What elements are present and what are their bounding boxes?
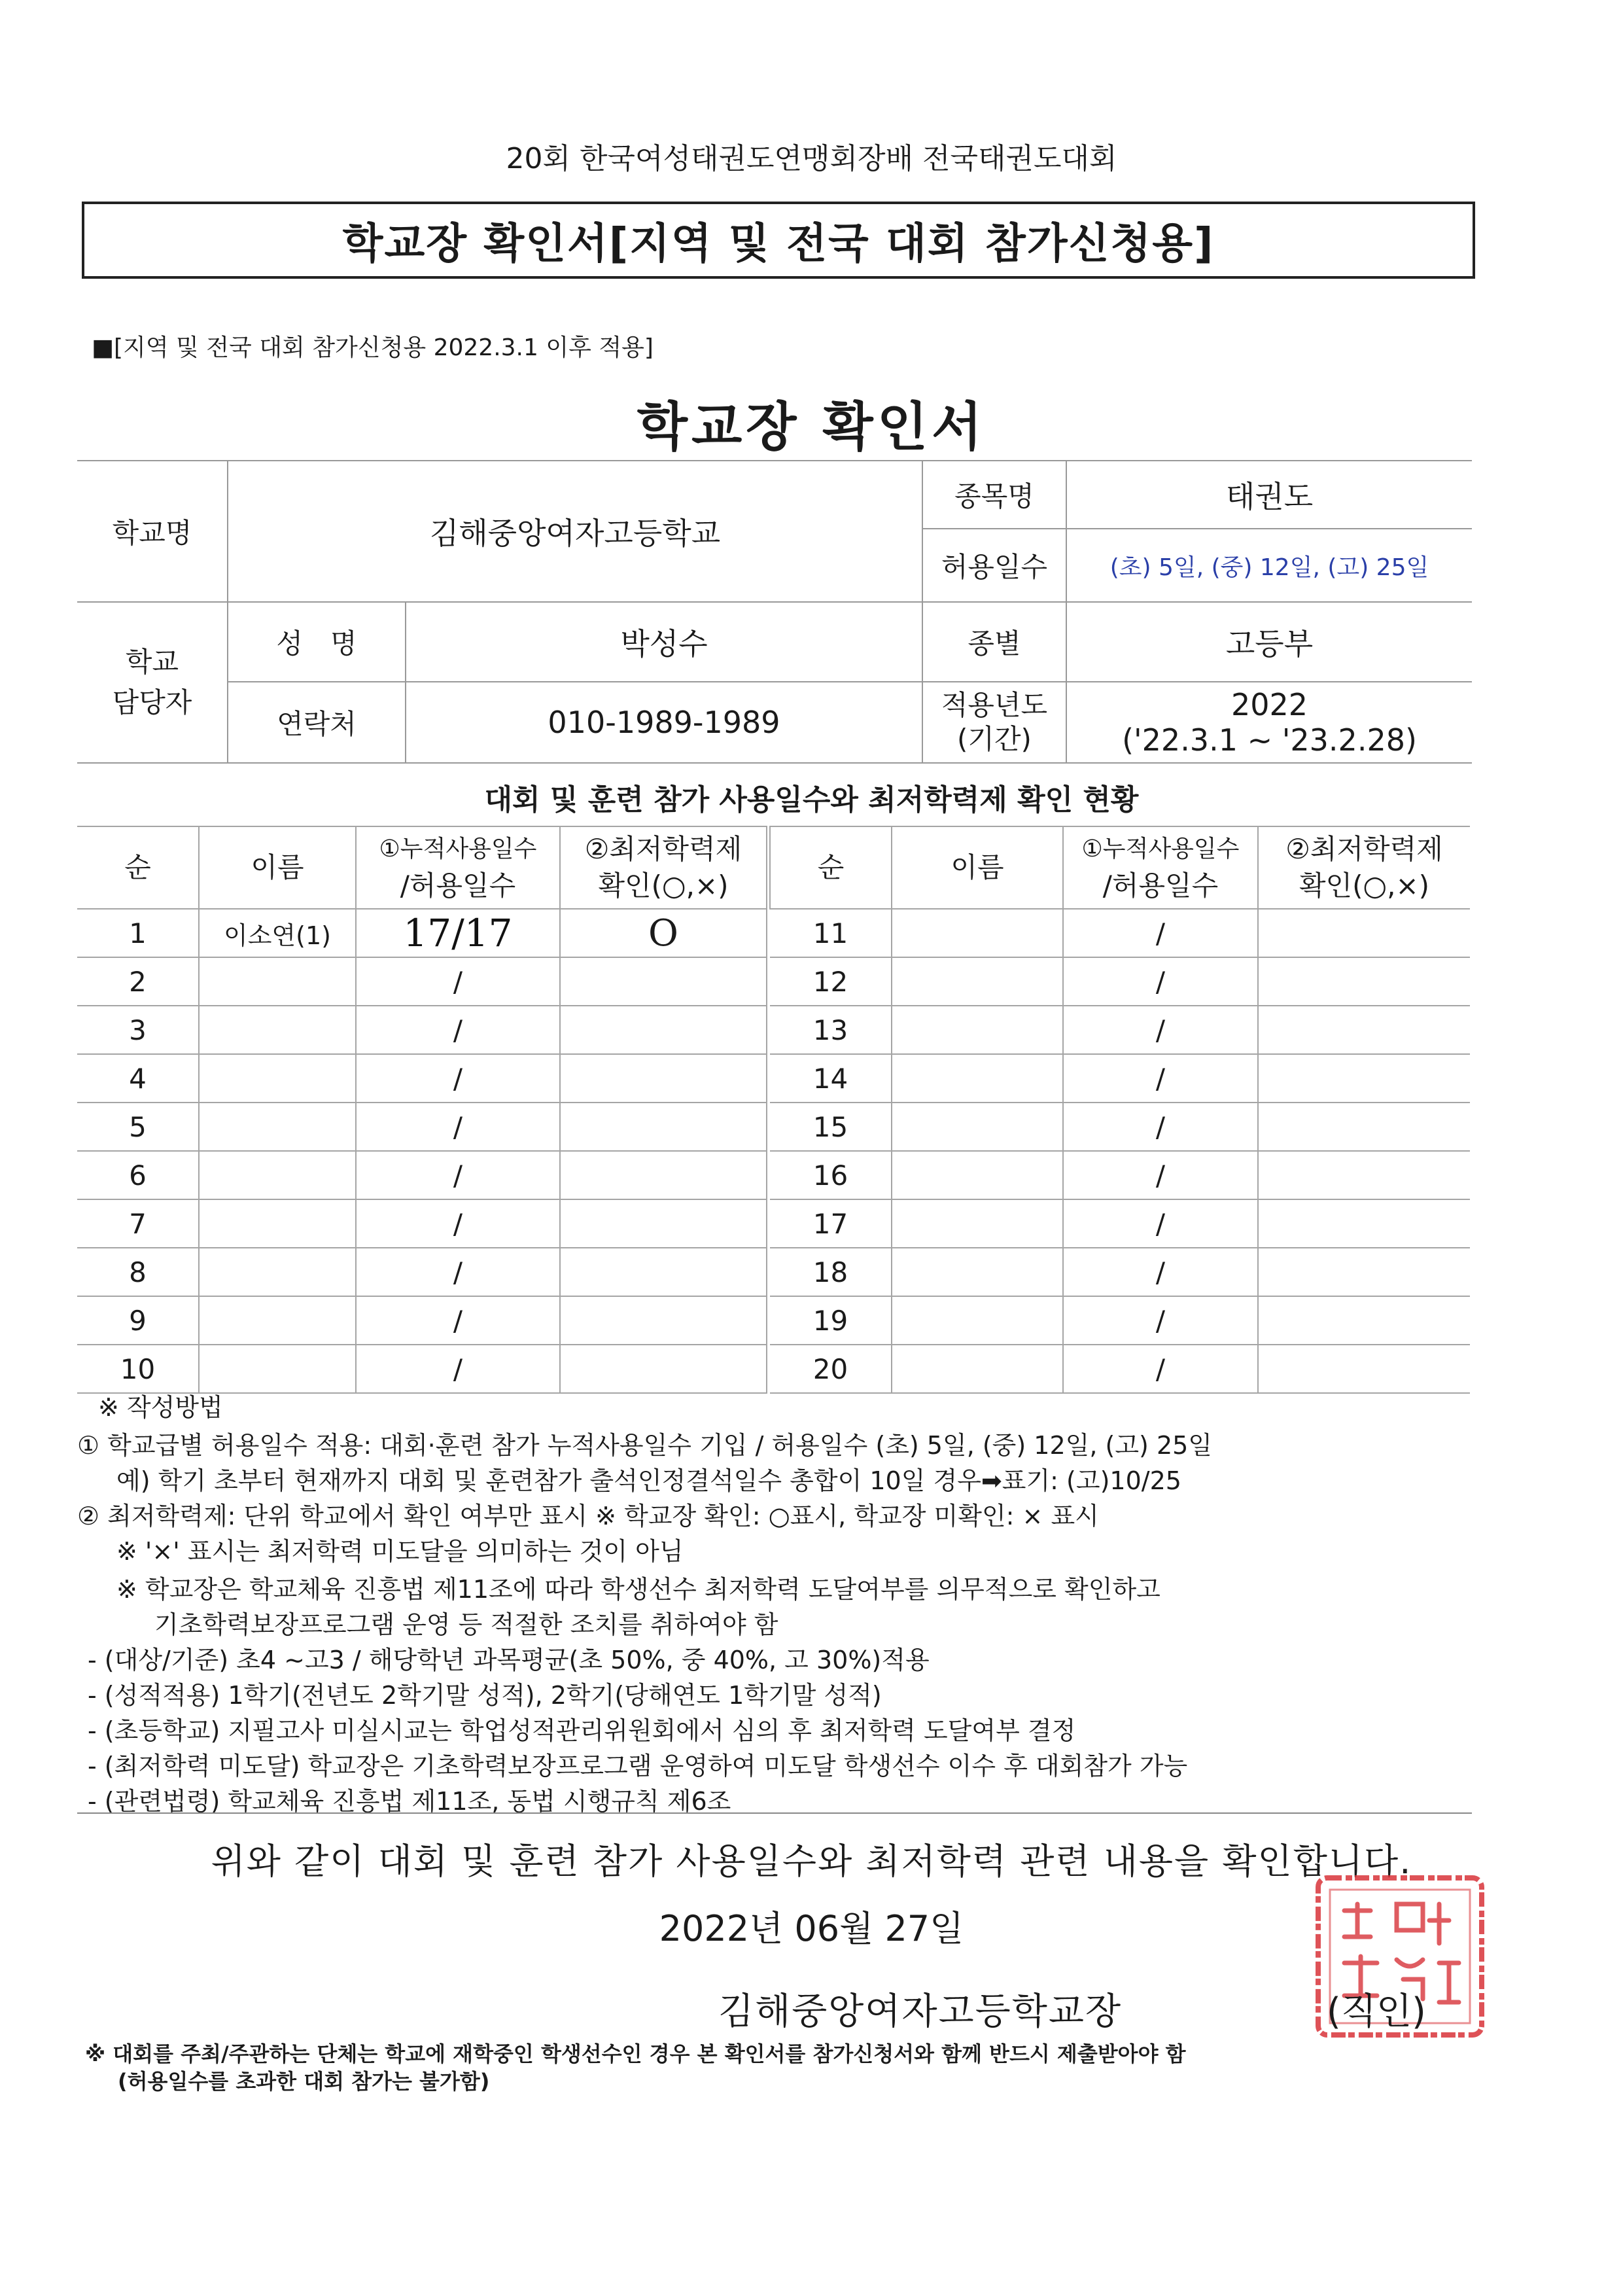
application-year-label: 적용년도 (기간) xyxy=(922,682,1066,763)
header-no: 순 xyxy=(770,826,892,909)
table-row xyxy=(77,909,767,957)
school-name-label: 학교명 xyxy=(77,461,228,602)
footnote xyxy=(85,2040,1186,2095)
confirmation-date: 2022년 06월 27일 xyxy=(659,1908,964,1949)
table-row: 6 / xyxy=(77,1151,767,1199)
manager-label: 학교 담당자 xyxy=(77,602,228,763)
table-row: 10 / xyxy=(77,1345,767,1393)
allowed-days-value: (초) 5일, (중) 12일, (고) 25일 xyxy=(1066,529,1472,602)
header-check: ②최저학력제 확인(○,×) xyxy=(560,826,767,909)
table-row: 2 / xyxy=(77,957,767,1006)
student-name: 이소연(1) xyxy=(199,909,356,957)
table-row: 11 / xyxy=(770,909,1470,957)
instructions-heading: ※ 작성방법 xyxy=(98,1393,223,1422)
table-row: 14 / xyxy=(770,1054,1470,1103)
principal-title: 김해중앙여자고등학교장 xyxy=(718,1990,1123,2033)
records-table-right xyxy=(769,826,1470,1394)
table-row: 12 / xyxy=(770,957,1470,1006)
days-used-cell: 17/17 xyxy=(356,909,560,957)
academic-check: O xyxy=(560,909,767,957)
school-info-table xyxy=(77,460,1472,764)
table-row: 20 / xyxy=(770,1345,1470,1393)
instruction-line: - (성적적용) 1학기(전년도 2학기말 성적), 2학기(당해연도 1학기말 성적) xyxy=(88,1681,882,1710)
document-title-box: 학교장 확인서[지역 및 전국 대회 참가신청용] xyxy=(82,202,1475,279)
instruction-line: ① 학교급별 허용일수 적용: 대회·훈련 참가 누적사용일수 기입 / 허용일수 (초) 5일, (중) 12일, (고) 25일 xyxy=(77,1431,1213,1460)
instruction-line: - (최저학력 미도달) 학교장은 기초학력보장프로그램 운영하여 미도달 학생선수 이수 후 대회참가 가능 xyxy=(88,1752,1188,1780)
table-row: 4 / xyxy=(77,1054,767,1103)
application-period-value: ('22.3.1 ~ '23.2.28) xyxy=(1122,722,1417,758)
competition-header: 20회 한국여성태권도연맹회장배 전국태권도대회 xyxy=(506,142,1117,175)
header-days: ①누적사용일수 /허용일수 xyxy=(1063,826,1258,909)
event-value: 태권도 xyxy=(1066,461,1472,529)
table-row: 3 / xyxy=(77,1006,767,1054)
footnote-line: ※ 대회를 주최/주관하는 단체는 학교에 재학중인 학생선수인 경우 본 확인서를 참가신청서와 함께 반드시 제출받아야 함 xyxy=(85,2041,1186,2066)
table-row: 17 / xyxy=(770,1199,1470,1248)
contact-label: 연락처 xyxy=(228,682,406,763)
event-label: 종목명 xyxy=(922,461,1066,529)
application-year-cell xyxy=(1066,682,1472,763)
header-name: 이름 xyxy=(892,826,1063,909)
instruction-line: - (대상/기준) 초4 ~고3 / 해당학년 과목평균(초 50%, 중 40%, 고 30%)적용 xyxy=(88,1646,930,1674)
manager-name-value: 박성수 xyxy=(406,602,922,682)
division-value: 고등부 xyxy=(1066,602,1472,682)
manager-name-label: 성 명 xyxy=(228,602,406,682)
days-used: 17 xyxy=(403,911,452,955)
instruction-line: 기초학력보장프로그램 운영 등 적절한 조치를 취하여야 함 xyxy=(154,1610,778,1639)
days-allowed: 17 xyxy=(464,911,513,955)
instruction-line: ※ 학교장은 학교체육 진흥법 제11조에 따라 학생선수 최저학력 도달여부를 의무적으로 확인하고 xyxy=(116,1575,1161,1604)
table-row: 16 / xyxy=(770,1151,1470,1199)
divider xyxy=(77,1812,1472,1814)
application-year-value: 2022 xyxy=(1230,687,1308,722)
main-title: 학교장 확인서 xyxy=(637,397,986,457)
table-row: 19 / xyxy=(770,1296,1470,1345)
table-row: 7 / xyxy=(77,1199,767,1248)
seal-label: (직인) xyxy=(1327,1990,1426,2033)
table-row: 18 / xyxy=(770,1248,1470,1296)
instruction-line: 예) 학기 초부터 현재까지 대회 및 훈련참가 출석인정결석일수 총합이 10일 경우➡표기: (고)10/25 xyxy=(116,1466,1181,1495)
header-no: 순 xyxy=(77,826,199,909)
footnote-line: (허용일수를 초과한 대회 참가는 불가함) xyxy=(118,2069,490,2094)
instruction-line: - (관련법령) 학교체육 진흥법 제11조, 동법 시행규칙 제6조 xyxy=(88,1787,731,1816)
instruction-line: ※ '×' 표시는 최저학력 미도달을 의미하는 것이 아님 xyxy=(116,1537,684,1566)
row-number: 1 xyxy=(77,909,199,957)
school-name-value: 김해중앙여자고등학교 xyxy=(228,461,922,602)
table-row: 9 / xyxy=(77,1296,767,1345)
status-title: 대회 및 훈련 참가 사용일수와 최저학력제 확인 현황 xyxy=(484,783,1139,817)
instruction-line: ② 최저학력제: 단위 학교에서 확인 여부만 표시 ※ 학교장 확인: ○표시, 학교장 미확인: × 표시 xyxy=(77,1502,1099,1530)
instruction-line: - (초등학교) 지필고사 미실시교는 학업성적관리위원회에서 심의 후 최저학력 도달여부 결정 xyxy=(88,1716,1076,1745)
header-days: ①누적사용일수 /허용일수 xyxy=(356,826,560,909)
division-label: 종별 xyxy=(922,602,1066,682)
header-name: 이름 xyxy=(199,826,356,909)
header-check: ②최저학력제 확인(○,×) xyxy=(1258,826,1470,909)
confirmation-statement: 위와 같이 대회 및 훈련 참가 사용일수와 최저학력 관련 내용을 확인합니다. xyxy=(211,1841,1412,1882)
applicability-note: ■[지역 및 전국 대회 참가신청용 2022.3.1 이후 적용] xyxy=(92,334,654,361)
records-table-left xyxy=(77,826,767,1394)
table-row: 8 / xyxy=(77,1248,767,1296)
table-row: 15 / xyxy=(770,1103,1470,1151)
table-row: 13 / xyxy=(770,1006,1470,1054)
allowed-days-label: 허용일수 xyxy=(922,529,1066,602)
table-row: 5 / xyxy=(77,1103,767,1151)
contact-value: 010-1989-1989 xyxy=(406,682,922,763)
